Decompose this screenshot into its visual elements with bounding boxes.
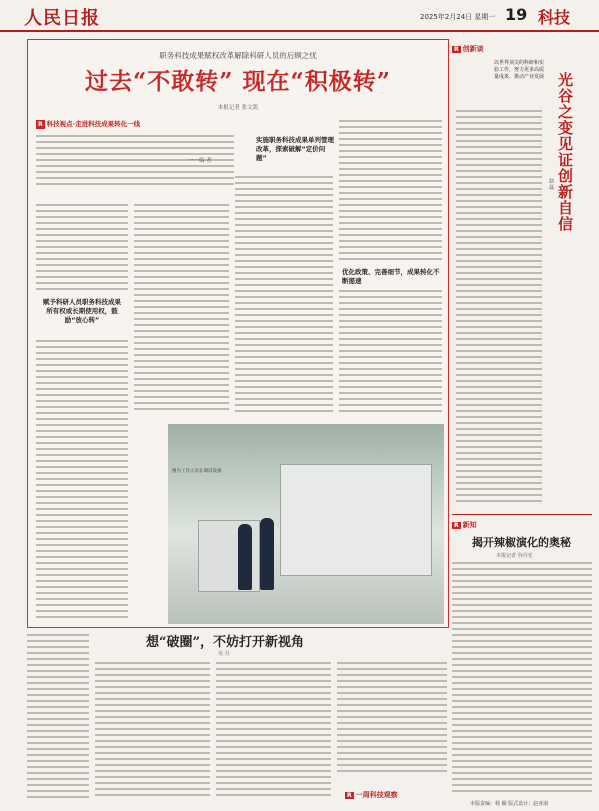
bottom-headline[interactable]: 想“破圈”，不妨打开新视角: [146, 635, 304, 650]
subhead-2: 实施职务科技成果单列管理改革，探索破解“定价问题”: [256, 136, 334, 162]
issue-date: 2025年2月24日 星期一: [420, 13, 496, 21]
tag-xinzhi: R 新知: [454, 521, 477, 529]
lead-kicker: 职务科技成果赋权改革解除科研人员的后顾之忧: [159, 51, 317, 60]
bottom-body-2: [216, 662, 331, 804]
intro-text: [36, 135, 234, 193]
column-label: R 科技视点·走进科技成果转化一线: [38, 120, 141, 128]
tag-chuangxin: R 创新谈: [454, 45, 484, 53]
section-name: 科技: [538, 8, 571, 27]
body-column-4: [339, 120, 442, 265]
lead-headline[interactable]: 过去“不敢转” 现在“积极转”: [85, 68, 391, 95]
opinion-title[interactable]: 光谷之变见证创新自信: [556, 72, 574, 232]
r-badge-icon: R: [454, 46, 459, 53]
masthead: [0, 0, 599, 32]
lead-byline: 本报记者 张文凯: [217, 105, 259, 111]
r-badge-icon: R: [38, 121, 43, 128]
page-number: 19: [505, 5, 528, 24]
worker-figure-1: [238, 524, 252, 590]
photo-caption: 图为工作人员在调试设备: [172, 469, 222, 474]
body-column-4b: [339, 290, 442, 420]
body-column-2: [134, 204, 229, 419]
editor-note: 以世界顶尖的科研和实验工作，努力更多高质量成果、推动产业发展: [494, 60, 545, 80]
worker-figure-2: [260, 518, 274, 590]
opinion-author: 赵 磊: [548, 178, 554, 190]
r-badge-icon: R: [454, 522, 459, 529]
body-column-3: [235, 176, 333, 420]
opinion-body-wide: [452, 200, 592, 506]
bottom-byline: 吴 月: [218, 651, 230, 657]
divider-rule: [452, 514, 592, 515]
subhead-1: 赋予科研人员职务科技成果所有权或长期使用权，鼓励“放心转”: [43, 298, 121, 324]
chili-body: [452, 562, 592, 798]
newspaper-logo: 人民日报: [24, 8, 100, 29]
subhead-3: 优化政策、完善细节，成果转化不断提速: [342, 268, 440, 285]
r-badge-icon: R: [347, 792, 352, 799]
lead-article[interactable]: [27, 39, 449, 628]
body-column-1: [36, 204, 128, 294]
chili-byline: 本报记者 谷丹光: [496, 553, 533, 559]
bottom-body-1: [95, 662, 210, 804]
page-editor: 本版责编：杨 颖 版式设计：赵亚南: [470, 801, 549, 807]
bottom-left-column: [27, 634, 89, 804]
bottom-body-3: [337, 662, 447, 780]
weekly-tag: R 一周科技观察: [347, 791, 398, 799]
equipment-machine: [280, 464, 432, 576]
editor-sign: 一一编 者: [188, 158, 212, 164]
chili-headline[interactable]: 揭开辣椒演化的奥秘: [472, 536, 571, 549]
lead-photo[interactable]: [168, 424, 444, 624]
body-column-1b: [36, 340, 128, 622]
